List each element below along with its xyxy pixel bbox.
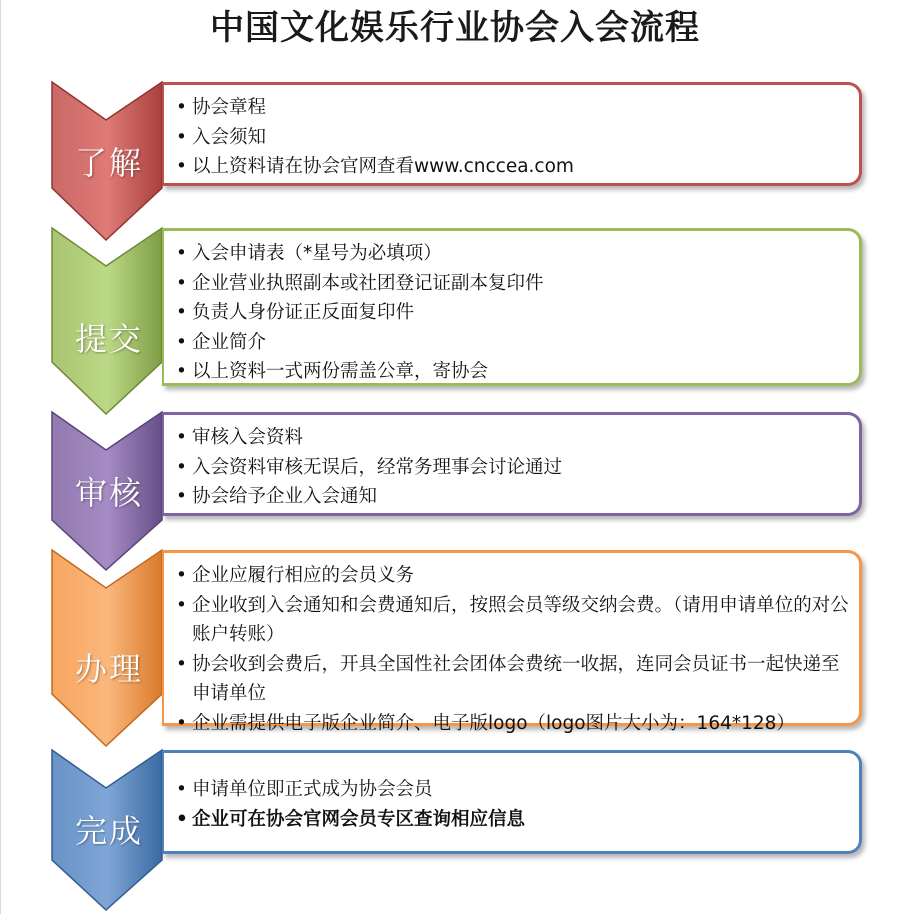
step-details-card [162,228,862,386]
list-item: • 入会须知 [176,123,849,153]
step-label: 提交 [74,320,143,358]
list-item: • 企业营业执照副本或社团登记证副本复印件 [176,269,849,299]
list-item: • 负责人身份证正反面复印件 [176,298,849,328]
step-label: 办理 [74,650,143,688]
step-details-card [162,750,862,854]
step-details-card [162,82,862,186]
list-item: • 企业应履行相应的会员义务 [176,561,849,591]
list-item: • 协会给予企业入会通知 [176,482,849,512]
step-submit [0,226,910,416]
list-item: • 审核入会资料 [176,423,849,453]
step-label: 了解 [74,144,143,182]
step-process [0,548,910,748]
list-item: • 协会收到会费后，开具全国性社会团体会费统一收据，连同会员证书一起快递至申请单位 [176,650,849,709]
list-item: • 企业收到入会通知和会费通知后，按照会员等级交纳会费。（请用申请单位的对公账户转账） [176,591,849,650]
list-item: • 协会章程 [176,93,849,123]
list-item: • 以上资料请在协会官网查看www.cnccea.com [176,152,849,182]
step-complete [0,748,910,912]
list-item: • 企业需提供电子版企业简介、电子版logo（logo图片大小为：164*128） [176,709,849,739]
step-details-card [162,550,862,734]
step-details-card [162,412,862,516]
list-item: • 企业简介 [176,328,849,358]
list-item: • 申请单位即正式成为协会会员 [176,775,849,805]
step-understand [0,80,910,242]
list-item: • 入会资料审核无误后，经常务理事会讨论通过 [176,453,849,483]
step-label: 完成 [74,812,143,850]
list-item: • 企业可在协会官网会员专区查询相应信息 [176,805,849,835]
page-title: 中国文化娱乐行业协会入会流程 [210,8,700,48]
list-item: • 以上资料一式两份需盖公章，寄协会 [176,357,849,387]
list-item: • 入会申请表（*星号为必填项） [176,239,849,269]
step-label: 审核 [74,474,143,512]
